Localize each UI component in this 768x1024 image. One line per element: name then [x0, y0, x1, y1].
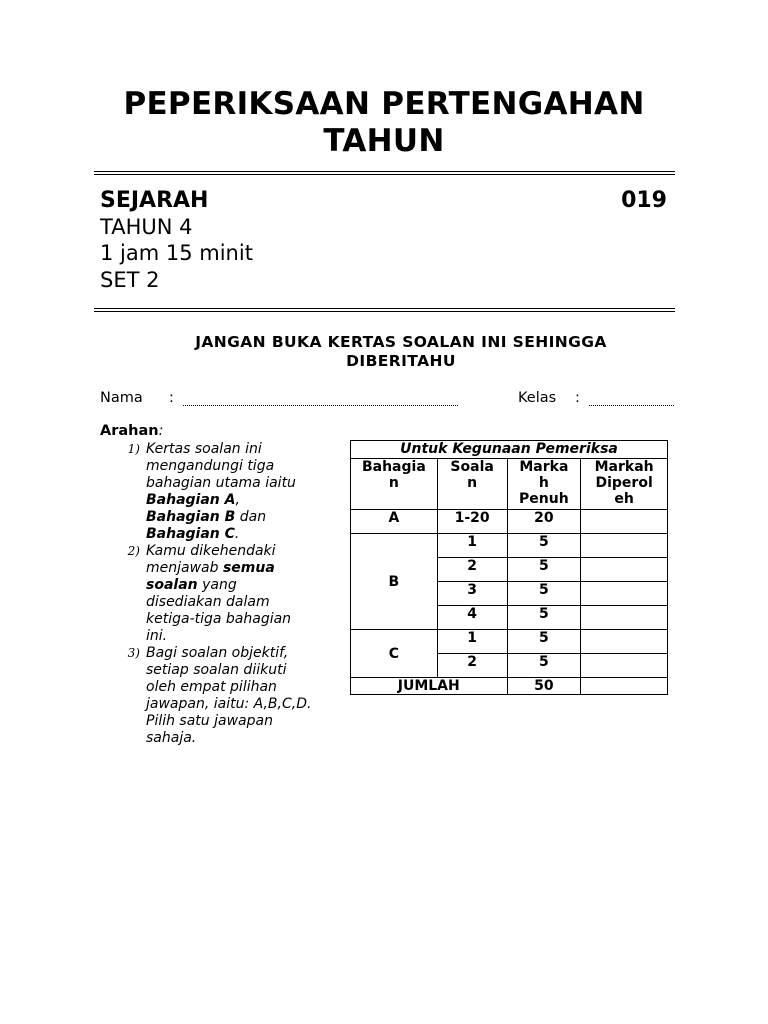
- instruction-bold-part: Bahagian C: [146, 526, 235, 542]
- header-markah-diperoleh: [581, 459, 668, 510]
- section-label: C: [351, 630, 438, 678]
- header-line: Bahagia: [361, 459, 426, 475]
- kelas-label: Kelas: [518, 390, 557, 406]
- total-markah-diperoleh[interactable]: [581, 678, 668, 695]
- markah-penuh-cell: 5: [507, 630, 581, 654]
- header-line: Penuh: [519, 491, 569, 507]
- header-line: Marka: [519, 459, 569, 475]
- double-divider-bottom: [94, 308, 675, 312]
- subject-code: 019: [621, 188, 667, 213]
- header-line: n: [467, 475, 478, 491]
- marks-table-header-row: [351, 459, 668, 510]
- markah-penuh-cell: 5: [507, 654, 581, 678]
- instruction-bold-part: semua soalan: [146, 560, 275, 593]
- title-line-2: TAHUN: [323, 123, 445, 159]
- markah-diperoleh-cell[interactable]: [581, 558, 668, 582]
- header-bahagian: [351, 459, 438, 510]
- instruction-item: [100, 543, 330, 645]
- section-label: A: [351, 510, 438, 534]
- header-line: Markah: [594, 459, 654, 475]
- instruction-item: [100, 645, 330, 747]
- total-markah-penuh: 50: [507, 678, 581, 695]
- instructions-title: Arahan: [100, 423, 159, 439]
- total-label: JUMLAH: [351, 678, 508, 695]
- soalan-cell: 1: [437, 630, 507, 654]
- section-label: B: [351, 534, 438, 630]
- instruction-item: [100, 441, 330, 543]
- page-title: [94, 86, 674, 160]
- markah-penuh-cell: 20: [507, 510, 581, 534]
- header-line: h: [538, 475, 549, 491]
- soalan-cell: 1: [437, 534, 507, 558]
- soalan-cell: 2: [437, 558, 507, 582]
- subject-name: SEJARAH: [100, 188, 209, 213]
- markah-penuh-cell: 5: [507, 534, 581, 558]
- table-row: [351, 510, 668, 534]
- instruction-number: 2): [127, 544, 140, 558]
- instructions-list: [100, 441, 330, 747]
- subject-row: [100, 187, 667, 215]
- instruction-bold-part: Bahagian B: [146, 509, 236, 525]
- instruction-text-part: dan: [235, 509, 267, 525]
- header-line: n: [388, 475, 399, 491]
- markah-diperoleh-cell[interactable]: [581, 510, 668, 534]
- kelas-colon: :: [575, 390, 580, 406]
- instruction-text-part: .: [234, 526, 240, 542]
- marks-table: [350, 440, 668, 695]
- instructions-colon: :: [158, 423, 164, 439]
- markah-diperoleh-cell[interactable]: [581, 606, 668, 630]
- instruction-number: 3): [127, 646, 140, 660]
- table-row: [351, 534, 668, 558]
- warning-notice: [168, 333, 634, 371]
- instruction-text: [146, 543, 316, 645]
- header-soalan: [437, 459, 507, 510]
- instruction-text: Bagi soalan objektif, setiap soalan diikuti oleh empat pilihan jawapan, iaitu: A,B,C,D. Pilih satu jawapan sahaja.: [146, 645, 312, 746]
- soalan-cell: 4: [437, 606, 507, 630]
- duration-label: 1 jam 15 minit: [100, 241, 253, 265]
- set-label: SET 2: [100, 268, 160, 292]
- markah-diperoleh-cell[interactable]: [581, 534, 668, 558]
- markah-diperoleh-cell[interactable]: [581, 582, 668, 606]
- warning-line-1: JANGAN BUKA KERTAS SOALAN INI SEHINGGA: [195, 333, 607, 351]
- marks-table-caption: Untuk Kegunaan Pemeriksa: [351, 441, 668, 459]
- instruction-text-part: Kamu dikehendaki menjawab: [146, 543, 276, 576]
- double-divider-top: [94, 171, 675, 175]
- header-line: Diperol: [595, 475, 653, 491]
- instruction-text-part: yang disediakan dalam ketiga-tiga bahagian ini.: [146, 577, 292, 644]
- table-row: [351, 630, 668, 654]
- instruction-text: [146, 441, 316, 543]
- year-label: TAHUN 4: [100, 215, 193, 239]
- nama-input-line[interactable]: [183, 405, 458, 406]
- soalan-cell: 1-20: [437, 510, 507, 534]
- header-line: eh: [614, 491, 634, 507]
- soalan-cell: 2: [437, 654, 507, 678]
- markah-penuh-cell: 5: [507, 558, 581, 582]
- instruction-number: 1): [127, 442, 140, 456]
- markah-penuh-cell: 5: [507, 606, 581, 630]
- instruction-text-part: ,: [235, 492, 240, 508]
- soalan-cell: 3: [437, 582, 507, 606]
- total-row: [351, 678, 668, 695]
- nama-colon: :: [169, 390, 174, 406]
- header-markah-penuh: [507, 459, 581, 510]
- instruction-bold-part: Bahagian A: [146, 492, 236, 508]
- markah-diperoleh-cell[interactable]: [581, 654, 668, 678]
- instruction-text-part: Kertas soalan ini mengandungi tiga bahagian utama iaitu: [146, 441, 296, 491]
- nama-label: Nama: [100, 390, 143, 406]
- kelas-input-line[interactable]: [589, 405, 674, 406]
- markah-diperoleh-cell[interactable]: [581, 630, 668, 654]
- title-line-1: PEPERIKSAAN PERTENGAHAN: [123, 86, 645, 122]
- header-line: Soala: [450, 459, 494, 475]
- instructions-heading: [100, 423, 163, 440]
- markah-penuh-cell: 5: [507, 582, 581, 606]
- warning-line-2: DIBERITAHU: [346, 352, 456, 370]
